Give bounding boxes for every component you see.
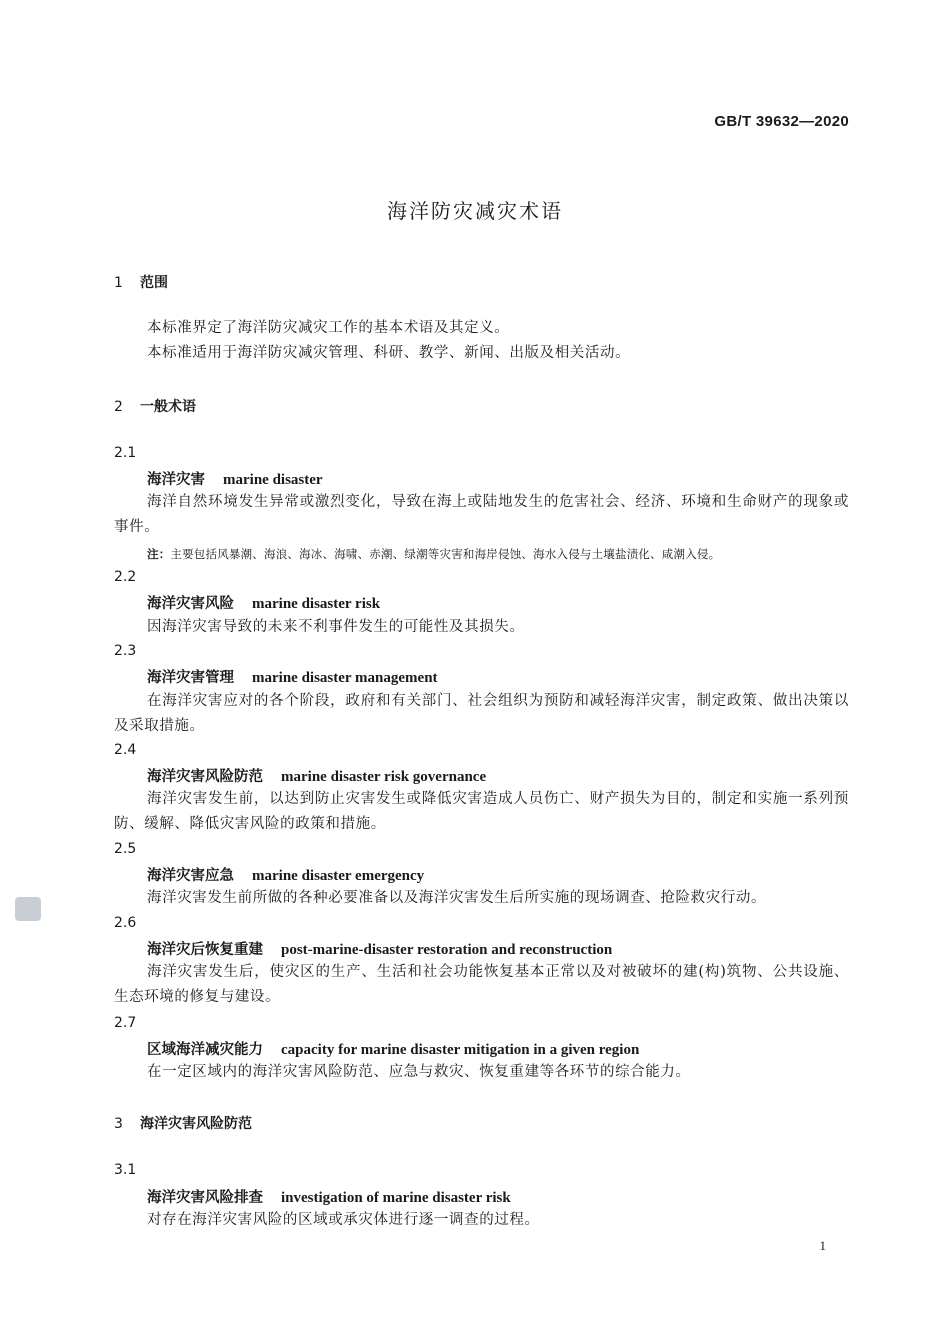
section-title: 范围 [140, 275, 168, 291]
term-en: post-marine-disaster restoration and reconstruction [281, 942, 613, 958]
term-definition: 在一定区域内的海洋灾害风险防范、应急与救灾、恢复重建等各环节的综合能力。 [147, 1064, 691, 1080]
term-en: marine disaster risk [252, 596, 381, 612]
term-heading [147, 592, 380, 613]
term-heading [147, 1186, 511, 1207]
term-heading [147, 765, 486, 786]
term-zh: 海洋灾害 [147, 472, 205, 488]
standard-number: GB/T 39632—2020 [714, 113, 849, 130]
term-definition: 海洋灾害发生前，以达到防止灾害发生或降低灾害造成人员伤亡、财产损失为目的，制定和实施一系列预防、缓解、降低灾害风险的政策和措施。 [114, 791, 849, 832]
section-title: 一般术语 [140, 399, 196, 415]
term-en: marine disaster risk governance [281, 769, 487, 785]
term-zh: 区域海洋减灾能力 [147, 1042, 263, 1058]
section-number: 2 [114, 399, 123, 415]
term-note [147, 545, 849, 563]
term-number: 2.3 [114, 643, 137, 659]
term-zh: 海洋灾害风险排查 [147, 1190, 263, 1206]
term-en: investigation of marine disaster risk [281, 1190, 511, 1206]
term-definition: 海洋灾害发生后，使灾区的生产、生活和社会功能恢复基本正常以及对被破坏的建(构)筑物、公共设施、生态环境的修复与建设。 [114, 964, 849, 1005]
term-definition: 因海洋灾害导致的未来不利事件发生的可能性及其损失。 [147, 619, 525, 635]
page-number: 1 [819, 1238, 826, 1253]
term-zh: 海洋灾害风险防范 [147, 769, 263, 785]
note-label: 注： [147, 547, 171, 561]
term-number: 2.2 [114, 569, 137, 585]
term-heading [147, 666, 438, 687]
term-en: marine disaster [223, 472, 323, 488]
document-title: 海洋防灾减灾术语 [387, 199, 563, 223]
term-en: capacity for marine disaster mitigation in a given region [281, 1042, 640, 1058]
term-number: 3.1 [114, 1162, 137, 1178]
term-number: 2.6 [114, 915, 137, 931]
term-en: marine disaster emergency [252, 868, 425, 884]
term-number: 2.4 [114, 742, 137, 758]
term-definition: 海洋自然环境发生异常或激烈变化，导致在海上或陆地发生的危害社会、经济、环境和生命财产的现象或事件。 [114, 494, 849, 535]
term-zh: 海洋灾害风险 [147, 596, 234, 612]
term-number: 2.5 [114, 841, 137, 857]
term-zh: 海洋灾后恢复重建 [147, 942, 263, 958]
section-3-heading [114, 1113, 252, 1133]
term-definition: 海洋灾害发生前所做的各种必要准备以及海洋灾害发生后所实施的现场调查、抢险救灾行动。 [147, 890, 767, 906]
section-2-heading [114, 396, 196, 416]
scope-paragraph-1: 本标准界定了海洋防灾减灾工作的基本术语及其定义。 [147, 320, 510, 336]
term-heading [147, 468, 323, 489]
term-heading [147, 1038, 639, 1059]
term-definition: 对存在海洋灾害风险的区域或承灾体进行逐一调查的过程。 [147, 1212, 540, 1228]
term-number: 2.1 [114, 445, 137, 461]
term-number: 2.7 [114, 1015, 137, 1031]
section-title: 海洋灾害风险防范 [140, 1116, 252, 1132]
watermark-logo-icon [15, 897, 41, 921]
section-1-heading [114, 272, 168, 292]
term-definition: 在海洋灾害应对的各个阶段，政府和有关部门、社会组织为预防和减轻海洋灾害，制定政策、做出决策以及采取措施。 [114, 693, 849, 734]
term-heading [147, 864, 424, 885]
note-text: 主要包括风暴潮、海浪、海冰、海啸、赤潮、绿潮等灾害和海岸侵蚀、海水入侵与土壤盐渍化、咸潮入侵。 [170, 547, 721, 561]
section-number: 3 [114, 1116, 123, 1132]
scope-paragraph-2: 本标准适用于海洋防灾减灾管理、科研、教学、新闻、出版及相关活动。 [147, 345, 631, 361]
term-zh: 海洋灾害管理 [147, 670, 234, 686]
term-en: marine disaster management [252, 670, 438, 686]
term-zh: 海洋灾害应急 [147, 868, 234, 884]
term-heading [147, 938, 612, 959]
section-number: 1 [114, 275, 123, 291]
